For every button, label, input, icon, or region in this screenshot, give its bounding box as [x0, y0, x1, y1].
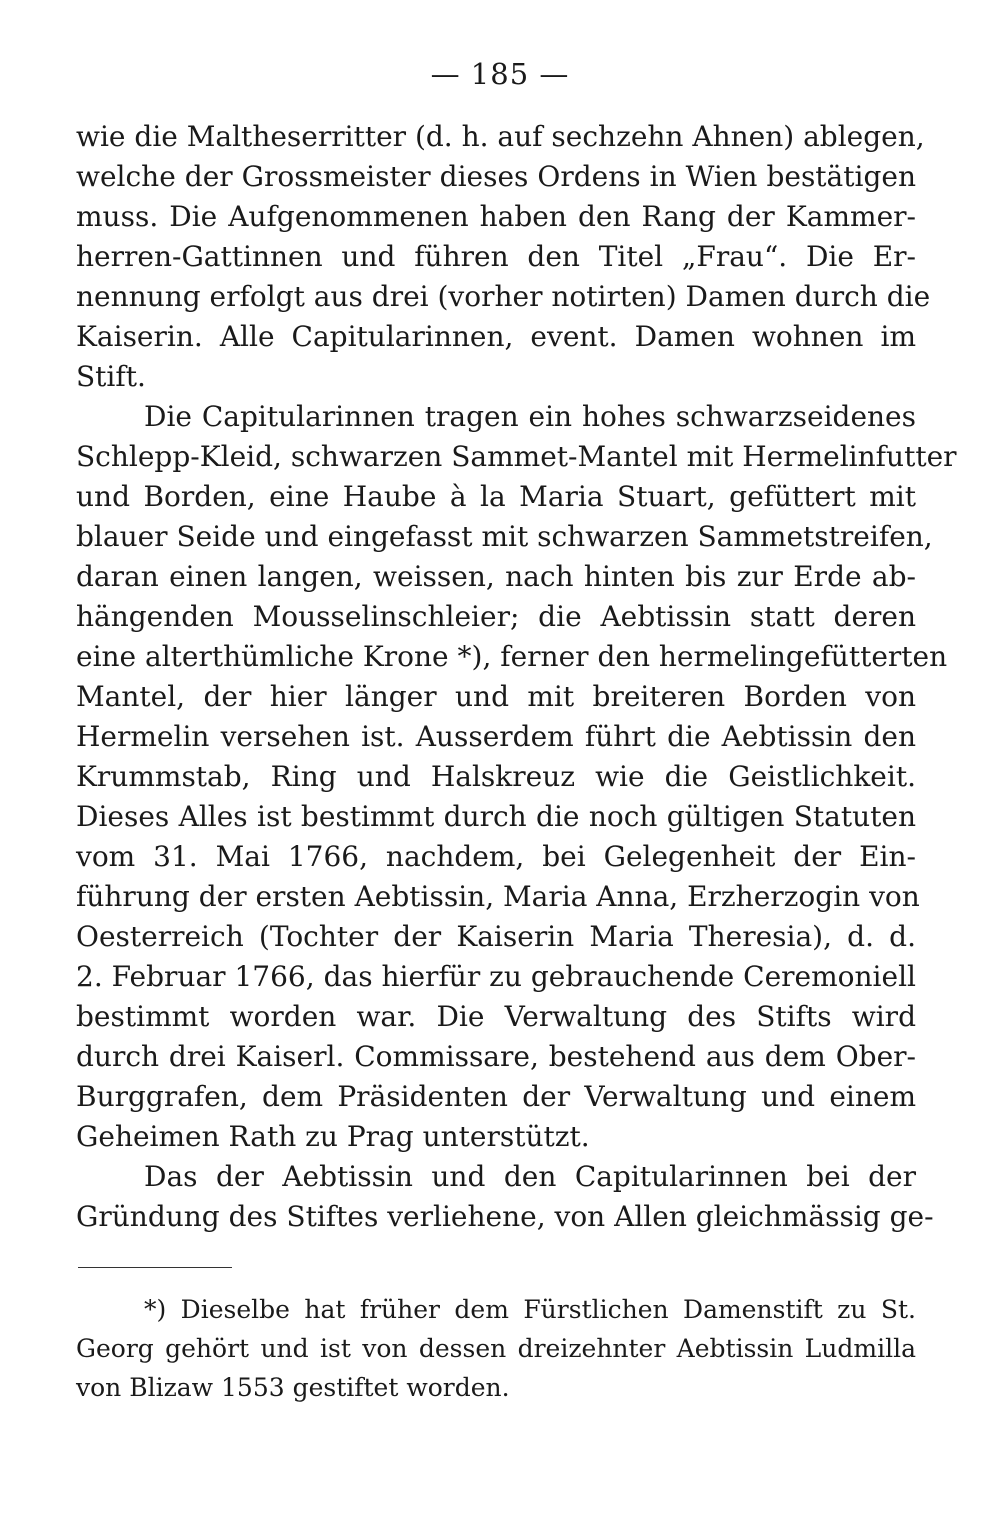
- text-line: Kaiserin. Alle Capitularinnen, event. Damen wohnen im: [76, 320, 916, 353]
- text-line: Gründung des Stiftes verliehene, von Allen gleichmässig ge-: [76, 1200, 934, 1233]
- text-line: eine alterthümliche Krone *), ferner den hermelingefütterten: [76, 640, 948, 673]
- footnote: [76, 1290, 916, 1407]
- text-line: Hermelin versehen ist. Ausserdem führt die Aebtissin den: [76, 720, 916, 753]
- page-number: — 185 —: [430, 57, 570, 91]
- text-line: nennung erfolgt aus drei (vorher notirten) Damen durch die: [76, 280, 931, 313]
- text-line: wie die Maltheserritter (d. h. auf sechzehn Ahnen) ablegen,: [76, 120, 925, 153]
- text-line: bestimmt worden war. Die Verwaltung des Stifts wird: [76, 1000, 916, 1033]
- footnote-line: Georg gehört und ist von dessen dreizehnter Aebtissin Ludmilla: [76, 1334, 916, 1363]
- text-line: muss. Die Aufgenommenen haben den Rang der Kammer-: [76, 200, 916, 233]
- text-line: welche der Grossmeister dieses Ordens in Wien bestätigen: [76, 160, 916, 193]
- text-line: Mantel, der hier länger und mit breiteren Borden von: [76, 680, 916, 713]
- body-text: [76, 117, 957, 1237]
- text-line: hängenden Mousselinschleier; die Aebtissin statt deren: [76, 600, 916, 633]
- text-line: Das der Aebtissin und den Capitularinnen bei der: [144, 1160, 916, 1193]
- text-line: und Borden, eine Haube à la Maria Stuart, gefüttert mit: [76, 480, 916, 513]
- text-line: blauer Seide und eingefasst mit schwarzen Sammetstreifen,: [76, 520, 933, 553]
- text-line: 2. Februar 1766, das hierfür zu gebrauchende Ceremoniell: [76, 960, 916, 993]
- text-line: Geheimen Rath zu Prag unterstützt.: [76, 1120, 590, 1153]
- footnote-divider: [78, 1267, 232, 1268]
- text-line: Stift.: [76, 360, 146, 393]
- text-line: herren-Gattinnen und führen den Titel „Frau“. Die Er-: [76, 240, 916, 273]
- footnote-line: *) Dieselbe hat früher dem Fürstlichen Damenstift zu St.: [144, 1295, 916, 1324]
- text-line: vom 31. Mai 1766, nachdem, bei Gelegenheit der Ein-: [76, 840, 916, 873]
- text-line: Krummstab, Ring und Halskreuz wie die Geistlichkeit.: [76, 760, 916, 793]
- text-line: Oesterreich (Tochter der Kaiserin Maria Theresia), d. d.: [76, 920, 916, 953]
- text-line: Schlepp-Kleid, schwarzen Sammet-Mantel mit Hermelinfutter: [76, 440, 957, 473]
- text-line: Dieses Alles ist bestimmt durch die noch gültigen Statuten: [76, 800, 916, 833]
- text-line: führung der ersten Aebtissin, Maria Anna, Erzherzogin von: [76, 880, 920, 913]
- text-line: durch drei Kaiserl. Commissare, bestehend aus dem Ober-: [76, 1040, 916, 1073]
- text-line: daran einen langen, weissen, nach hinten bis zur Erde ab-: [76, 560, 916, 593]
- text-line: Burggrafen, dem Präsidenten der Verwaltung und einem: [76, 1080, 916, 1113]
- text-line: Die Capitularinnen tragen ein hohes schwarzseidenes: [144, 400, 916, 433]
- footnote-line: von Blizaw 1553 gestiftet worden.: [76, 1373, 510, 1402]
